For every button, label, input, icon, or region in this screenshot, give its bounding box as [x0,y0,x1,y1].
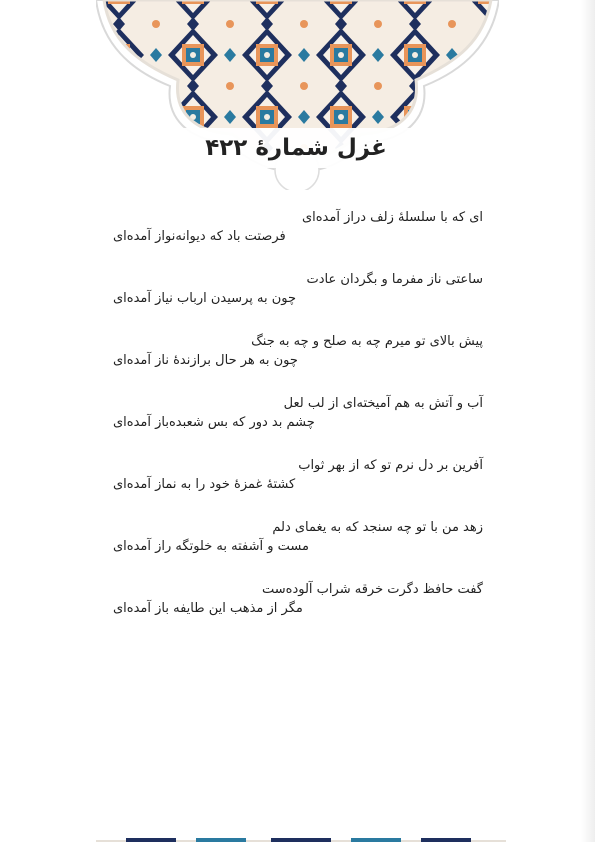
tile-footer-ornament [96,836,506,842]
page-edge-shadow [581,0,595,842]
hemistich-first: گفت حافظ دگرت خرقه شراب آلوده‌ست [262,582,483,597]
hemistich-second: فرصتت باد که دیوانه‌نواز آمده‌ای [113,229,286,244]
couplet [113,208,483,270]
hemistich-first: زهد من با تو چه سنجد که به یغمای دلم [272,520,483,535]
couplet [113,270,483,332]
hemistich-second: چشم بد دور که بس شعبده‌باز آمده‌ای [113,415,315,430]
couplet [113,518,483,580]
hemistich-first: آفرین بر دل نرم تو که از بهر ثواب [298,458,483,473]
couplet [113,394,483,456]
hemistich-first: آب و آتش به هم آمیخته‌ای از لب لعل [283,396,483,411]
poem-body [113,208,483,642]
couplet [113,332,483,394]
hemistich-second: چون به هر حال برازندهٔ ناز آمده‌ای [113,353,298,368]
hemistich-second: چون به پرسیدن ارباب نیاز آمده‌ای [113,291,297,306]
hemistich-first: ساعتی ناز مفرما و بگردان عادت [306,272,483,287]
poem-title: غزل شمارهٔ ۴۲۲ [205,135,387,161]
hemistich-second: کشتهٔ غمزهٔ خود را به نماز آمده‌ای [113,477,296,492]
couplet [113,456,483,518]
hemistich-first: پیش بالای تو میرم چه به صلح و چه به جنگ [251,334,483,349]
hemistich-first: ای که با سلسلهٔ زلف دراز آمده‌ای [301,210,483,225]
hemistich-second: مگر از مذهب این طایفه باز آمده‌ای [113,601,303,616]
couplet [113,580,483,642]
hemistich-second: مست و آشفته به خلوتگه راز آمده‌ای [113,539,309,554]
